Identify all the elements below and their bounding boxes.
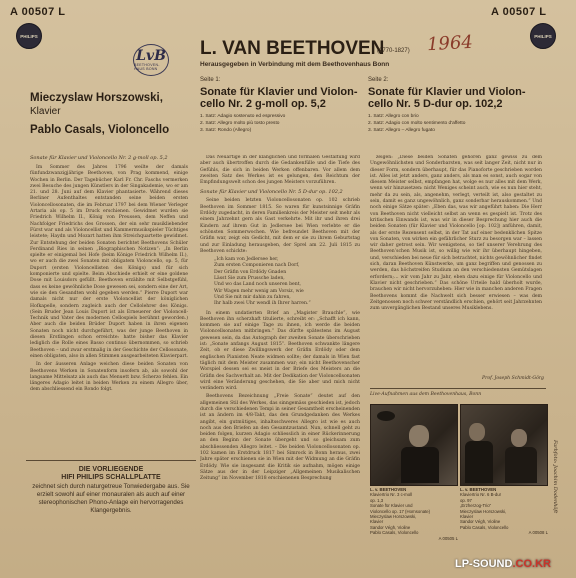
poem-line: Und wo das Land noch unseren bent, [214, 282, 302, 288]
philips-logo-text: PHILIPS [20, 33, 38, 39]
philips-logo-right-text: PHILIPS [534, 33, 552, 39]
album-info-left [370, 487, 458, 541]
album-cover-photo-right [460, 404, 548, 486]
side1-block [200, 77, 368, 134]
col2-paragraph: Beethovens Bezeichnung „Freie Sonate“ deutet auf den allgemeinen Stil des Werkes, das sinngemäss geschieden ist, jedoch durch die verschiedenen Tempi in seiner Gesamtheit erscheinenden ist an ändern im 4/8-Takt, das den Grundgedanken des Werkes angibt, ein gutmütiges, inhaltsschweres Allegro ist wie es auch noch aus den Briefen an den Gesamtzustand. Nun, schnell geht zu beiden folgen, kurzen Adagio schliesslich in einer Rückerinnerung an den Beginn der Sonate übergeht und so gleichsam zum abschliessenden Allegro leitet. – Die beiden Violoncellosonaten op. 102 kamen im Erstdruck 1817 bei Simrock in Bonn heraus, zwei Jahre später erschienen sie in Wien mit der Widmung an die Gräfin Erdödy. Wie sie insgesamt die Kritik sie aufnahm, mögen einige Sätze aus der in der Leipziger „Allgemeinen Musikalischen Zeitung“ im November 1818 erschienenen Besprechung [200, 394, 360, 482]
hifi-notice [26, 466, 196, 515]
col3-paragraph: zeigen: „Diese beiden Sonaten gehören ganz gewiss zu dem Ungewöhnlichsten und Sonderbarsten, was seit langer Zeit, nicht nur in dieser Form, sondern überhaupt, für das Pianoforte geschrieben worden ist. Alles ist jetzt anders, ganz anders, als man es sonst, auch sogar von diesem Meister selbst, empfangen hat, wolge es nur alles mit dem Werk, wenn wir hinzusetzen: nicht Weniges scheint auch, wie es nun hier steht, mehr da zu sein, als, angenehm, verlegt, verteilt ist, also gestaltet zu sein, damit es ganz ungewöhnlich, ganz sonderbar herauskommen.“ Und noch einige Sätze später: „Eben das, was wir angeführt haben: Die Herr von Beethoven nicht vielleicht selbst an wenn es gespielt ist. Trotz des kritischen Einwands ist, was wir in dieser Besprechung hier auch die beiden Sonaten (für Klavier und Violoncello [op. 102]) anführen, damit, als der erste Rezensent selbst, in der Tat auf einer bedenklichen Spitze von Sonaten, von wirken ein gefährlicher Sturz zu besorgen war – lassen wir daher getrost sein. Wir wenigstens, so tief unserer Verehrung des Beethoven’schen Musik ist, so willig wie wir ihr überhaupt hingeben, und, verschieden bei neue für sich betrachtet, nichts gewöhnlicher findet sich, daran Beethoven Künstwerke, um ganz begriffen und genossen zu werden, das höchstreifen Studium an den verschiedensten Gemütslagen erfordern;… wir vom Jahr zu Jahr, eben dazu einige für Violoncello und Klavier nicht geschrieben.“ Das schöne Urteile hald überholt wurde, brauchen wir nicht hervorzuheben: Hier wie in manchen anderen Fragen Beethovens kommt die Nachwelt sich besser erwiesen – was dem Zeitgenossen noch schwer verständlich erschien, gehört seit Jahrzehnten zum unvergänglichen Bestand unseres Musiklebens. [370, 155, 542, 312]
liner-notes-column-2 [200, 155, 360, 563]
col1-paragraph: In der äusseren Anlage weichen diese beiden Sonaten von Beethovens Werken in Sonatenform insofern ab, als sowohl der langsame Mittelsatz als auch das Menuett bzw. Scherzo fehlen. Ein längeres Adagio leitet in beiden Werken zu einem Allegro über, dem abschliessend ein Rondo folgt. [30, 362, 188, 393]
poem-line: Lässt Sie zum Prussche laden, [214, 276, 285, 282]
col1-heading: Sonate für Klavier und Violoncello Nr. 2 g-moll op. 5,2 [30, 155, 168, 161]
philips-logo [16, 23, 42, 49]
watermark [455, 558, 551, 570]
album-left-line: op. 1,3 [370, 497, 384, 503]
album-left-line: Klaviertrio Nr. 3 c-moll [370, 492, 413, 498]
col1-paragraph: Im Sommer des Jahres 1796 weilte der damals fünfundzwanzigjährige Beethoven, von Prag kommend, einige Wochen in Berlin. Der Tagebücher Karl Fr. Chr. Faschs vermerken zwei Besuche des jungen Künstlers in der Singakademie, wo er am 21. und 28. Juni auf dem Klavier phantasierte. Während dieses Berliner Aufenthaltes entstanden seine beiden ersten Violoncellosonaten, die im Februar 1797 bei dem Wiener Verleger Artaria als op. 5 im Druck erschienen. Gewidmet wurden sie Friedrich Wilhelm II., König von Preussen, dem Neffen und Nachfolger Friedrichs des Grossen, der ein sehr musikliebender Fürst war und als Violoncellist und Kammermusikspieler Tüchtiges leistete; Haydn und Mozart hatten ihm Streichquartette gewidmet. Zur Entstehung der beiden Sonaten berichtet Beethovens Schüler Ferdinand Ries in seinen „Biographischen Notizen“: „In Berlin spielte er einigemal bei Hofe (beim Könige Friedrich Wilhelm II.), wo er auch die zwei Sonaten mit obligatem Violoncello, op. 5, für Duport (ersten Violoncellisten des Königs) und für sich komponierte und spielte. Beim Abschiede erhielt er eine goldene Dose mit Louisdors gefüllt. Beethoven erzählte mit Selbstgefühl, dass es keine gewöhnliche Dose gewesen sei, sondern eine der Art, wie sie den Gesandten wohl gegeben werden.“ Pierre Duport war damals nicht nur der erste Violoncellist der königlichen Hofkapelle, sondern zugleich auch der Cellolehrer des Königs. (Sein Bruder Jean Louis Duport ist als Erneuerer der Violoncell-Technik und Vater des modernen Cellospiels berühmt geworden.) Aber auch die beiden Brüder Duport haben in ihren eigenen Sonaten noch nicht durchgeführt, was der junge Beethoven in diesen Erstlingen schon erreichte: hatte bisher das Klavier lediglich die Rolle eines Basso continuo übernommen, so schrieb Beethoven – und zwar erstmalig in der Geschichte der Cellosonate, einen obligaten, also in allen Stimmen ausgearbeiteten Klavierpart. [30, 165, 188, 359]
side1-movement: 1. Satz: Adagio sostenuto ed espressivo [200, 114, 286, 119]
liner-notes-column-3 [370, 155, 542, 373]
composer-title: L. VAN BEETHOVEN [200, 38, 385, 59]
photo-credit-vertical: Farbfoto: Joachim Dodenhöft [552, 440, 558, 514]
album-left-line: Klavier [370, 519, 384, 525]
watermark-suffix: .CO.KR [512, 558, 551, 570]
album-left-line: L. v. BEETHOVEN [370, 487, 407, 492]
side2-label: Seite 2: [368, 77, 389, 83]
col2-paragraph: Das Neuartige in der klanglichen und formalen Gestaltung wird aber auch übertroffen durch die Gedankenfülle und die Tiefe des Gefühls, die sich in beiden Werken offenbaren. Vor allem dem zweiten Satz des Werkes ist es gelungen, den Reichtum der Empfindungswelt schon des jungen Meisters vorzuführen. [200, 155, 360, 186]
artists-block [30, 92, 190, 137]
col2-heading: Sonate für Klavier und Violoncello Nr. 5 D-dur op. 102,2 [200, 189, 343, 196]
poem-line: Und Sie mit mir dahin zu fahren, [214, 294, 291, 300]
seal-monogram: LvB [136, 48, 166, 64]
author-credit: Prof. Joseph Schmidt-Görg [482, 376, 544, 381]
album-left-line: Violoncello op. 17 (Hornsonate) [370, 508, 431, 514]
philips-logo-right [530, 23, 556, 49]
album-right-line: Sandor Végh, Violine [460, 519, 501, 525]
album-left-line: Pablo Casals, Violoncello [370, 530, 419, 536]
album-left-number: A 00505 L [438, 535, 458, 541]
handwritten-year: 1964 [426, 31, 474, 56]
watermark-main: LP-SOUND [455, 558, 513, 570]
side2-title-line2: cello Nr. 5 D-dur op. 102,2 [368, 98, 503, 110]
recording-note: Live-Aufnahmen aus dem Beethovenhaus, Bonn [370, 392, 482, 397]
liner-notes-column-1 [30, 155, 188, 455]
cooperation-note: Herausgegeben in Verbindung mit dem Beethovenhaus Bonn [200, 61, 390, 68]
album-right-number: A 00508 L [528, 530, 548, 536]
side2-block [368, 77, 546, 134]
divider [370, 388, 546, 389]
hifi-notice-line2: HIFI PHILIPS SCHALLPLATTE [61, 474, 161, 481]
album-left-line: Mieczyslaw Horszowski, [370, 514, 417, 520]
poem-line: Zum ersten Componieren nach Dorf, [214, 263, 300, 269]
album-info-right [460, 487, 548, 536]
catalog-number-left: A 00507 L [10, 6, 66, 18]
poem-line: Der Gräfin von Erdödy Gnaden [214, 269, 287, 275]
side1-title-line2: cello Nr. 2 g-moll op. 5,2 [200, 98, 326, 110]
seal-caption: BEETHOVEN-HAUS BONN [134, 63, 160, 71]
album-right-line: op. 97 [460, 497, 472, 503]
col2-paragraph: Seine beiden letzten Violoncellosonaten op. 102 schrieb Beethoven im Sommer 1815. So waren für kunstsinnige Gräfin Erdödy zugedacht, in deren Familienkreis der Meister seit mehr als einem Jahrzehnt gern als Gast verkehrte. Mit ihr und ihren drei Kindern auf ihrem Gut in Jedlersee bei Wien verlebte er die schönsten Sommerwochen. Wie befreundet Beethoven mit der Gräfin war, zeigt ein Gedicht, mit dem er sie zu ihrem Geburtstag und zur Einladung herausgeben, der Sprel am 22. Juli 1815 zu Beethoven schickte: [200, 198, 360, 254]
album-right-line: Pablo Casals, Violoncello [460, 524, 509, 530]
album-right-line: Klaviertrio Nr. 6 B-dur [460, 492, 502, 498]
beethovenhaus-seal [133, 44, 169, 76]
poem-line: Wir Wagen mehr wenig am Vorsiz, wie [214, 288, 304, 294]
side2-movement: 3. Satz: Allegro – Allegro fugato [368, 128, 435, 133]
poem-line: „Ich kam von Jedlersee her, [214, 257, 279, 263]
album-right-line: Mieczyslaw Horszowski, [460, 508, 507, 514]
album-left-line: Sandor Végh, Violine [370, 524, 411, 530]
album-left-line: Sonate für Klavier und [370, 503, 413, 509]
pianist-role: Klavier [30, 106, 61, 117]
pianist-name: Mieczyslaw Horszowski, [30, 92, 163, 104]
side1-label: Seite 1: [200, 77, 221, 83]
side2-movement: 1. Satz: Allegro con brio [368, 114, 419, 119]
hifi-notice-body: zeichnet sich durch naturgetreue Tonwiedergabe aus. Sie erzielt sowohl auf einer monauralen als auch auf einer stereophonischen Phono-Anlage ein hervorragendes Klangergebnis. [32, 483, 190, 514]
side2-movement: 2. Satz: Adagio con molto sentimento d'affetto [368, 121, 466, 126]
side1-movement: 3. Satz: Rondo (Allegro) [200, 128, 252, 133]
side1-movement: 2. Satz: Allegro molto più tosto presto [200, 121, 280, 126]
side1-title-line1: Sonate für Klavier und Violon- [200, 86, 358, 98]
album-right-line: Klavier [460, 514, 474, 520]
album-cover-photo-left [370, 404, 458, 486]
col2-paragraph: In einem undatierten Brief an „Magister Brauchle“, wie Beethoven ihn scherzhaft titulierte, schreibt er: „Schafft ich kann, kommen sie auf einige Tage zu ihnen, ich werde die beiden Violoncellsonaten mitbringen.“ Das dürfte spätestens im August gewesen sein, da das Autograph der zweiten Sonate überschrieben ist: „Sonate anfangs August 1815“. Beethoven schwankte längere Zeit, ob er diese Zwillingswerk der Gräfin Erdödy oder dem englischen Pianisten Neate widmen sollte; der damals in Wien fast täglich mit dem Meister zusammen war; ein nicht Beethovenscher Worspiel dessen sei es meist in der Briefe des Meisters an die Gräfin des Sachverhalt an. Mit der Dedikation der Violoncellsonaten wird eine Veränderung geschehen, die Sie aber und mich nicht verändern wird. [200, 310, 360, 392]
side2-title-line1: Sonate für Klavier und Violon- [368, 86, 526, 98]
album-right-line: L. v. BEETHOVEN [460, 487, 497, 492]
divider [26, 460, 196, 461]
cellist-name: Pablo Casals, Violoncello [30, 124, 170, 136]
catalog-number-right: A 00507 L [491, 6, 547, 18]
hifi-notice-line1: DIE VORLIEGENDE [78, 466, 144, 473]
composer-dates: (1770-1827) [377, 48, 410, 54]
poem-line: Ihr halb zwei Uhr wendl ih Ihrer harren.“ [214, 301, 311, 307]
album-right-line: „Erzherzog-Trio“ [460, 503, 492, 509]
